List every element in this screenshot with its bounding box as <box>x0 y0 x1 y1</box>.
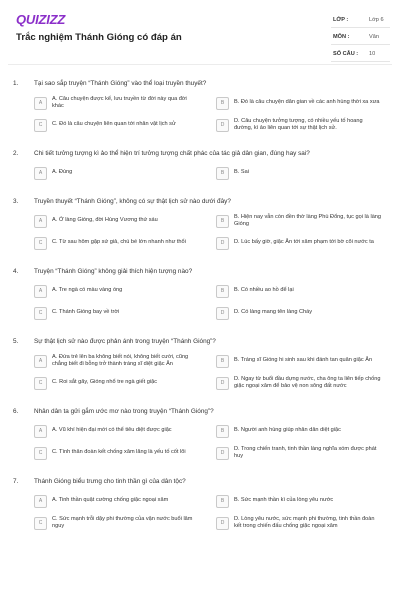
answer-option[interactable] <box>34 92 204 114</box>
option-letter-box: B <box>216 495 229 508</box>
option-text: B. Sức mạnh thần kì của lòng yêu nước <box>234 497 334 504</box>
option-row <box>34 114 394 136</box>
info-question-count <box>331 47 390 62</box>
question-4 <box>0 264 400 324</box>
option-letter-box: C <box>34 119 47 132</box>
option-letter-box: B <box>216 215 229 228</box>
info-label: MÔN : <box>333 34 350 40</box>
answer-option[interactable] <box>34 114 204 136</box>
question-text: Truyền thuyết “Thánh Gióng”, không có sự thật lịch sử nào dưới đây? <box>34 198 231 205</box>
question-5 <box>0 334 400 394</box>
answer-option[interactable] <box>34 420 204 442</box>
worksheet-info <box>331 13 390 64</box>
option-text: C. Sức mạnh trỗi dậy phi thường của vận nước buổi lâm nguy <box>52 515 193 529</box>
option-text: B. Tráng sĩ Gióng hi sinh sau khi đánh tan quân giặc Ân <box>234 357 373 364</box>
answer-option[interactable] <box>34 442 204 464</box>
question-header <box>0 194 400 210</box>
option-letter-box: A <box>34 97 47 110</box>
page-title: Trắc nghiệm Thánh Gióng có đáp án <box>16 32 182 43</box>
answer-options <box>34 162 394 184</box>
info-label: LỚP : <box>333 17 349 23</box>
answer-options <box>34 92 394 136</box>
option-letter-box: C <box>34 447 47 460</box>
question-6 <box>0 404 400 464</box>
answer-option[interactable] <box>216 442 386 464</box>
answer-options <box>34 280 394 324</box>
question-number: 2. <box>13 150 19 157</box>
answer-option[interactable] <box>34 210 204 232</box>
option-row <box>34 92 394 114</box>
option-letter-box: C <box>34 517 47 530</box>
option-letter-box: B <box>216 285 229 298</box>
header-divider <box>8 64 392 65</box>
info-class <box>331 13 390 28</box>
option-row <box>34 232 394 254</box>
option-text: C. Tình thân đoàn kết chống xâm lăng là yếu tố cốt lõi <box>52 449 186 456</box>
option-letter-box: A <box>34 285 47 298</box>
option-text: C. Thánh Gióng bay về trời <box>52 309 120 316</box>
option-row <box>34 372 394 394</box>
question-header <box>0 76 400 92</box>
option-text: C. Đó là câu chuyện liên quan tới nhân vật lịch sử <box>52 121 176 128</box>
question-number: 4. <box>13 268 19 275</box>
answer-options <box>34 420 394 464</box>
option-text: D. Ngay từ buổi đầu dựng nước, cha ông ta liên tiếp chống giặc ngoại xâm để bảo vệ non sông đất nước <box>234 375 381 389</box>
option-letter-box: D <box>216 377 229 390</box>
option-row <box>34 302 394 324</box>
option-letter-box: C <box>34 377 47 390</box>
answer-options <box>34 350 394 394</box>
option-text: B. Đó là câu chuyện dân gian về các anh hùng thời xa xưa <box>234 99 380 106</box>
answer-option[interactable] <box>34 162 204 184</box>
info-value: Văn <box>369 34 379 40</box>
answer-option[interactable] <box>216 372 386 394</box>
option-row <box>34 210 394 232</box>
question-number: 3. <box>13 198 19 205</box>
option-letter-box: D <box>216 447 229 460</box>
option-letter-box: C <box>34 237 47 250</box>
answer-option[interactable] <box>216 232 386 254</box>
question-text: Sự thật lịch sử nào được phản ánh trong truyện “Thánh Gióng”? <box>34 338 216 345</box>
option-text: D. Lòng yêu nước, sức mạnh phi thường, tinh thần đoàn kết trong chiến đấu chống giặc ngoại xâm <box>234 515 375 529</box>
question-header <box>0 404 400 420</box>
option-text: B. Hiện nay vẫn còn đền thờ làng Phù Đổng, tục gọi là làng Gióng <box>234 213 382 227</box>
question-header <box>0 474 400 490</box>
option-text: B. Người anh hùng giúp nhân dân diệt giặc <box>234 427 341 434</box>
option-letter-box: B <box>216 425 229 438</box>
option-text: C. Từ sau hôm gặp sứ giả, chú bé lớn nhanh như thổi <box>52 239 186 246</box>
question-header <box>0 146 400 162</box>
question-text: Truyện “Thánh Gióng” không giải thích hiện tượng nào? <box>34 268 193 275</box>
info-value: Lớp 6 <box>369 17 384 23</box>
answer-option[interactable] <box>34 372 204 394</box>
option-text: A. Câu chuyện được kể, lưu truyền từ đời này qua đời khác <box>52 95 187 109</box>
option-letter-box: D <box>216 119 229 132</box>
question-text: Chi tiết tưởng tượng kì ảo thể hiện trí tưởng tượng chất phác của tác giả dân gian, đúng hay sai? <box>34 150 310 157</box>
answer-option[interactable] <box>34 302 204 324</box>
question-text: Thánh Gióng biểu trưng cho tinh thần gì của dân tộc? <box>34 478 186 485</box>
option-letter-box: D <box>216 517 229 530</box>
question-2 <box>0 146 400 184</box>
option-letter-box: D <box>216 307 229 320</box>
option-letter-box: C <box>34 307 47 320</box>
question-number: 5. <box>13 338 19 345</box>
option-letter-box: A <box>34 215 47 228</box>
option-letter-box: A <box>34 355 47 368</box>
answer-option[interactable] <box>216 162 386 184</box>
question-text: Tại sao sắp truyện “Thánh Gióng” vào thể loại truyền thuyết? <box>34 80 207 87</box>
answer-option[interactable] <box>34 350 204 372</box>
option-text: D. Trong chiến tranh, tinh thần làng nghĩa xóm được phát huy <box>234 445 377 459</box>
option-text: D. Câu chuyện tưởng tượng, có nhiều yếu tố hoang đường, kì ảo liên quan tới sự thật lịch sử. <box>234 117 363 131</box>
option-text: A. Vũ khí hiện đại mới có thể tiêu diệt được giặc <box>52 427 172 434</box>
option-letter-box: D <box>216 237 229 250</box>
option-row <box>34 442 394 464</box>
option-text: B. Sai <box>234 169 249 176</box>
answer-option[interactable] <box>216 210 386 232</box>
option-text: A. Đứa trẻ lên ba không biết nói, không biết cười, cũng chẳng biết đi bỗng trở thành tráng sĩ diệt giặc Ân <box>52 353 189 367</box>
option-text: A. Đúng <box>52 169 73 176</box>
option-letter-box: B <box>216 167 229 180</box>
option-text: D. Có làng mang tên làng Cháy <box>234 309 313 316</box>
option-text: A. Tinh thần quật cường chống giặc ngoại xâm <box>52 497 169 504</box>
option-row <box>34 420 394 442</box>
info-value: 10 <box>369 51 376 57</box>
question-number: 6. <box>13 408 19 415</box>
option-letter-box: A <box>34 425 47 438</box>
option-row <box>34 280 394 302</box>
option-row <box>34 162 394 184</box>
option-row <box>34 512 394 534</box>
question-list <box>0 76 400 544</box>
info-subject <box>331 30 390 45</box>
option-text: A. Ở làng Gióng, đời Hùng Vương thứ sáu <box>52 217 158 224</box>
info-label: SỐ CÂU : <box>333 51 359 57</box>
worksheet-header <box>0 0 400 64</box>
question-header <box>0 334 400 350</box>
answer-option[interactable] <box>216 302 386 324</box>
question-3 <box>0 194 400 254</box>
answer-option[interactable] <box>216 420 386 442</box>
question-7 <box>0 474 400 534</box>
option-text: A. Tre ngà có màu vàng óng <box>52 287 123 294</box>
answer-option[interactable] <box>216 92 386 114</box>
quizizz-logo: QUIZIZZ <box>16 12 66 27</box>
option-letter-box: B <box>216 97 229 110</box>
option-row <box>34 490 394 512</box>
answer-option[interactable] <box>216 114 386 136</box>
option-row <box>34 350 394 372</box>
answer-options <box>34 210 394 254</box>
answer-options <box>34 490 394 534</box>
answer-option[interactable] <box>34 232 204 254</box>
option-letter-box: A <box>34 495 47 508</box>
option-letter-box: A <box>34 167 47 180</box>
option-letter-box: B <box>216 355 229 368</box>
answer-option[interactable] <box>216 490 386 512</box>
question-text: Nhân dân ta gửi gắm ước mơ nào trong truyện “Thánh Gióng”? <box>34 408 214 415</box>
option-text: D. Lúc bấy giờ, giặc Ân tới xâm phạm tới bờ cõi nước ta <box>234 239 374 246</box>
answer-option[interactable] <box>216 280 386 302</box>
answer-option[interactable] <box>34 490 204 512</box>
option-text: C. Roi sắt gãy, Gióng nhổ tre ngà giết giặc <box>52 379 157 386</box>
option-text: B. Có nhiều ao hồ để lại <box>234 287 294 294</box>
question-header <box>0 264 400 280</box>
question-number: 7. <box>13 478 19 485</box>
answer-option[interactable] <box>34 512 204 534</box>
question-number: 1. <box>13 80 19 87</box>
answer-option[interactable] <box>216 350 386 372</box>
answer-option[interactable] <box>34 280 204 302</box>
answer-option[interactable] <box>216 512 386 534</box>
question-1 <box>0 76 400 136</box>
